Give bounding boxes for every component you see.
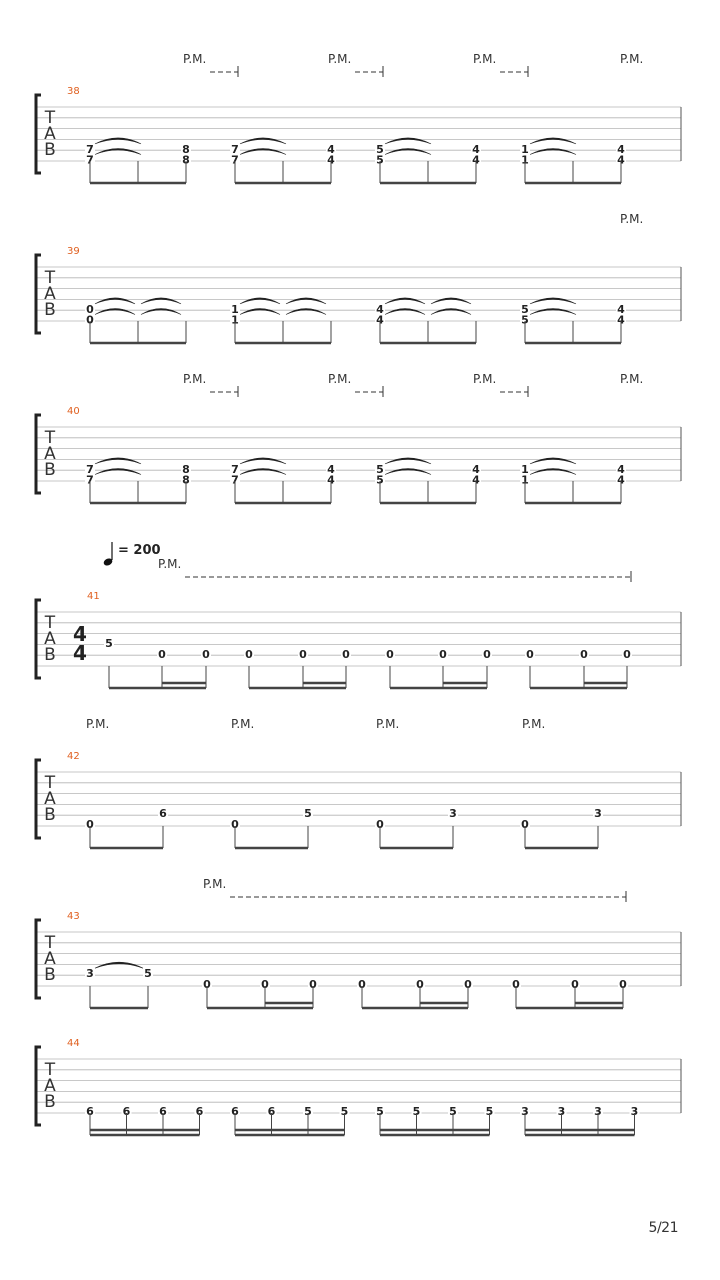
tie-arc <box>385 469 431 475</box>
tie-arc <box>385 458 431 464</box>
fret-number: 1 <box>521 142 529 156</box>
palm-mute-label: P.M. <box>620 212 644 226</box>
fret-number: 0 <box>512 978 520 991</box>
fret-number: 4 <box>327 473 335 487</box>
fret-number: 5 <box>376 473 384 487</box>
fret-number: 0 <box>526 647 534 661</box>
palm-mute-label: P.M. <box>183 52 207 66</box>
fret-number: 7 <box>86 142 94 156</box>
palm-mute-label: P.M. <box>203 877 227 891</box>
tab-letter-a: A <box>44 1076 56 1096</box>
fret-number: 1 <box>231 313 239 327</box>
fret-number: 5 <box>521 302 529 316</box>
tab-letter-b: B <box>44 965 56 985</box>
fret-number: 5 <box>376 1105 384 1118</box>
tab-letter-t: T <box>44 108 56 128</box>
palm-mute-label: P.M. <box>328 52 352 66</box>
fret-number: 0 <box>619 978 627 991</box>
tie-arc <box>95 309 135 315</box>
tie-arc <box>95 469 141 475</box>
fret-number: 0 <box>86 818 94 831</box>
tie-arc <box>530 309 576 315</box>
palm-mute-label: P.M. <box>231 717 255 731</box>
fret-number: 3 <box>521 1105 529 1118</box>
measure-number: 39 <box>67 246 80 257</box>
fret-number: 4 <box>617 462 625 476</box>
tie-arc <box>95 138 141 144</box>
fret-number: 6 <box>267 1105 276 1118</box>
fret-number: 0 <box>571 978 579 991</box>
tie-arc <box>385 138 431 144</box>
fret-number: 6 <box>195 1105 204 1118</box>
tie-arc <box>431 309 471 315</box>
fret-number: 0 <box>386 647 394 661</box>
tab-letter-a: A <box>44 629 56 649</box>
tie-arc <box>530 469 576 475</box>
fret-number: 6 <box>231 1105 239 1118</box>
fret-number: 1 <box>521 153 529 167</box>
fret-number: 7 <box>231 473 239 487</box>
palm-mute-label: P.M. <box>376 717 400 731</box>
fret-number: 4 <box>327 462 335 476</box>
fret-number: 4 <box>327 153 335 167</box>
fret-number: 6 <box>86 1105 94 1118</box>
fret-number: 0 <box>416 978 424 991</box>
fret-number: 1 <box>521 462 529 476</box>
palm-mute-label: P.M. <box>620 52 644 66</box>
tie-arc <box>240 138 286 144</box>
fret-number: 4 <box>472 153 480 167</box>
fret-number: 6 <box>159 1105 167 1118</box>
measure-number: 43 <box>67 911 80 922</box>
fret-number: 5 <box>144 967 152 981</box>
palm-mute-label: P.M. <box>328 372 352 386</box>
fret-number: 3 <box>630 1105 639 1118</box>
fret-number: 0 <box>439 647 447 661</box>
measure-number: 44 <box>67 1038 80 1049</box>
fret-number: 7 <box>86 473 94 487</box>
time-signature-top: 4 <box>73 622 87 646</box>
tie-arc <box>530 458 576 464</box>
tab-letter-b: B <box>44 805 56 825</box>
fret-number: 1 <box>521 473 529 487</box>
tab-letter-b: B <box>44 140 56 160</box>
fret-number: 1 <box>231 302 239 316</box>
fret-number: 5 <box>412 1105 421 1118</box>
fret-number: 5 <box>304 807 312 820</box>
tie-arc <box>95 298 135 304</box>
tab-letter-a: A <box>44 444 56 464</box>
fret-number: 0 <box>231 818 239 831</box>
fret-number: 5 <box>449 1105 457 1118</box>
measure-number: 41 <box>87 591 100 602</box>
fret-number: 0 <box>376 818 384 831</box>
tie-arc <box>286 298 326 304</box>
fret-number: 4 <box>472 462 480 476</box>
fret-number: 0 <box>261 978 269 991</box>
fret-number: 0 <box>623 647 631 661</box>
fret-number: 7 <box>231 153 239 167</box>
time-signature-bottom: 4 <box>73 641 87 665</box>
fret-number: 4 <box>617 473 625 487</box>
fret-number: 0 <box>299 647 307 661</box>
fret-number: 0 <box>580 647 588 661</box>
tie-arc <box>431 298 471 304</box>
fret-number: 4 <box>327 142 335 156</box>
tie-arc <box>95 458 141 464</box>
tab-letter-b: B <box>44 645 56 665</box>
tie-arc <box>141 309 181 315</box>
fret-number: 7 <box>86 153 94 167</box>
fret-number: 7 <box>231 142 239 156</box>
fret-number: 0 <box>483 647 491 661</box>
tab-letter-a: A <box>44 949 56 969</box>
palm-mute-label: P.M. <box>473 372 497 386</box>
tie-arc <box>240 309 280 315</box>
tab-letter-b: B <box>44 300 56 320</box>
tie-arc <box>240 149 286 155</box>
fret-number: 4 <box>376 313 384 327</box>
tab-letter-a: A <box>44 789 56 809</box>
tab-letter-t: T <box>44 933 56 953</box>
fret-number: 4 <box>617 153 625 167</box>
tab-letter-b: B <box>44 460 56 480</box>
tie-arc <box>530 149 576 155</box>
fret-number: 6 <box>122 1105 131 1118</box>
fret-number: 7 <box>231 462 239 476</box>
fret-number: 8 <box>182 153 190 167</box>
fret-number: 0 <box>464 978 472 991</box>
tab-letter-t: T <box>44 268 56 288</box>
tie-arc <box>530 138 576 144</box>
tie-arc <box>240 458 286 464</box>
tie-arc <box>141 298 181 304</box>
tab-letter-t: T <box>44 773 56 793</box>
tab-letter-a: A <box>44 284 56 304</box>
fret-number: 3 <box>557 1105 566 1118</box>
tie-arc <box>385 149 431 155</box>
fret-number: 0 <box>86 302 94 316</box>
fret-number: 5 <box>376 153 384 167</box>
fret-number: 5 <box>105 637 113 651</box>
fret-number: 0 <box>358 978 366 991</box>
tab-letter-t: T <box>44 428 56 448</box>
tab-letter-t: T <box>44 613 56 633</box>
fret-number: 5 <box>304 1105 312 1118</box>
tab-letter-b: B <box>44 1092 56 1112</box>
fret-number: 4 <box>376 302 384 316</box>
tie-arc <box>95 149 141 155</box>
measure-number: 38 <box>67 86 80 97</box>
palm-mute-label: P.M. <box>473 52 497 66</box>
fret-number: 0 <box>342 647 350 661</box>
tab-letter-a: A <box>44 124 56 144</box>
fret-number: 0 <box>86 313 94 327</box>
tie-arc <box>240 298 280 304</box>
palm-mute-label: P.M. <box>86 717 110 731</box>
tie-arc <box>286 309 326 315</box>
tab-letter-t: T <box>44 1060 56 1080</box>
fret-number: 4 <box>472 142 480 156</box>
fret-number: 6 <box>159 807 167 820</box>
tie-arc <box>530 298 576 304</box>
fret-number: 8 <box>182 142 190 156</box>
fret-number: 8 <box>182 462 190 476</box>
fret-number: 4 <box>617 302 625 316</box>
fret-number: 5 <box>376 462 384 476</box>
tempo-marking: = 200 <box>118 543 161 558</box>
fret-number: 4 <box>472 473 480 487</box>
fret-number: 4 <box>617 313 625 327</box>
fret-number: 3 <box>449 807 457 820</box>
palm-mute-label: P.M. <box>183 372 207 386</box>
palm-mute-label: P.M. <box>158 557 182 571</box>
fret-number: 7 <box>86 462 94 476</box>
fret-number: 0 <box>158 647 166 661</box>
fret-number: 3 <box>594 1105 602 1118</box>
fret-number: 3 <box>594 807 602 820</box>
fret-number: 0 <box>245 647 253 661</box>
fret-number: 0 <box>521 818 529 831</box>
fret-number: 5 <box>485 1105 494 1118</box>
fret-number: 4 <box>617 142 625 156</box>
fret-number: 5 <box>521 313 529 327</box>
tie-arc <box>95 962 143 968</box>
fret-number: 8 <box>182 473 190 487</box>
fret-number: 3 <box>86 967 94 981</box>
tie-arc <box>240 469 286 475</box>
fret-number: 5 <box>376 142 384 156</box>
fret-number: 5 <box>340 1105 349 1118</box>
page-indicator: 5/21 <box>648 1220 678 1236</box>
palm-mute-label: P.M. <box>620 372 644 386</box>
fret-number: 0 <box>202 647 210 661</box>
tie-arc <box>385 309 425 315</box>
palm-mute-label: P.M. <box>522 717 546 731</box>
fret-number: 0 <box>309 978 317 991</box>
measure-number: 42 <box>67 751 80 762</box>
fret-number: 0 <box>203 978 211 991</box>
measure-number: 40 <box>67 406 80 417</box>
tie-arc <box>385 298 425 304</box>
